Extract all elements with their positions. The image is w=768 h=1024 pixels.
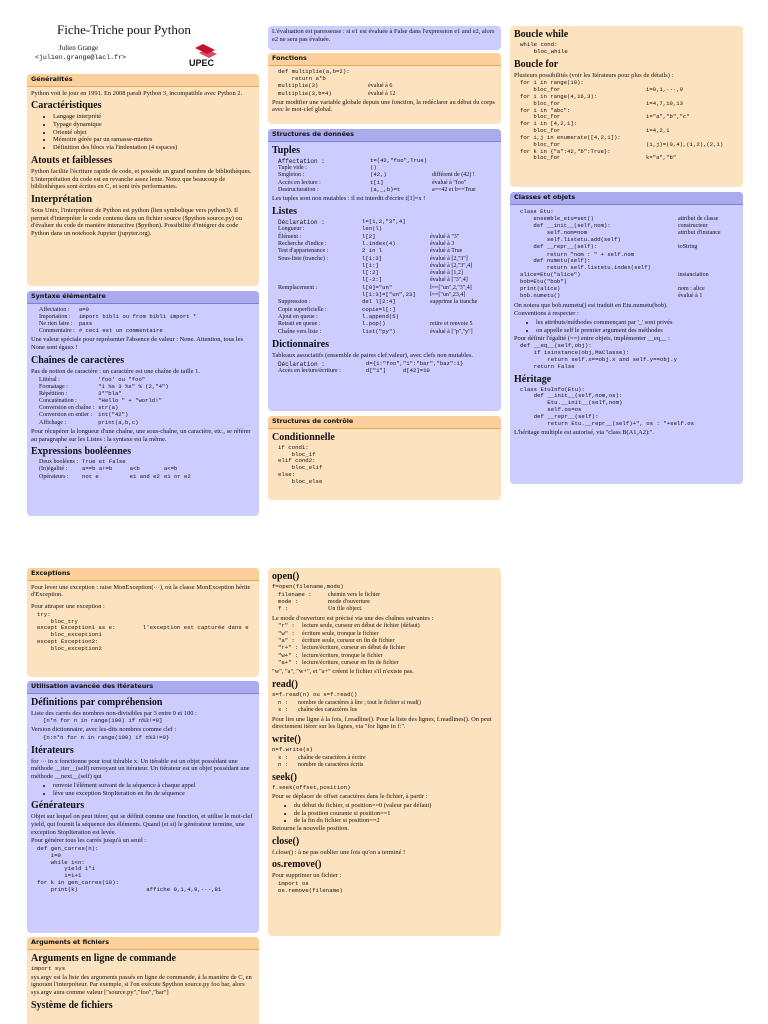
comprehension-text2: Version dictionnaire, avec les-dits nombres comme clef : (31, 726, 177, 734)
list-item: • du début du fichier, si position==0 (valeur par défaut) (294, 802, 497, 810)
chaines-intro: Pas de notion de caractère : un caractère est une chaîne de taille 1. (31, 367, 200, 375)
conditionnelle-code: if cond1: bloc_if elif cond2: bloc_elif else: bloc_else (278, 443, 323, 485)
chaines-heading: Chaînes de caractères (31, 354, 125, 366)
table-row: Ne rien faire : pass (39, 320, 93, 328)
comprehension-heading: Définitions par compréhension (31, 696, 163, 708)
mode-table: "r" : lecture seule, curseur en début de fichier (défaut) "w" : écriture seule, tronque le fichier "a" : écriture seule, curseur en fin de fichier "r+" : lecture/écriture, curseur en début de fichier "w+" : lecture/écriture, tronque le fichier "a+" : lecture/écriture, curseur en fin de fichier (278, 622, 420, 667)
classes-box (510, 192, 743, 484)
close-heading: close() (272, 835, 300, 847)
structures-box (268, 129, 501, 411)
syntaxe-title: Syntaxe élémentaire (27, 291, 259, 304)
table-row: Affichage : print(a,b,c) (39, 418, 139, 426)
table-row: Concaténation : "Hello " + "world!" (39, 397, 162, 405)
interpretation-text: Sous Unix, l'interpréteur de Python est python (lien symbolique vers python3). Il permet d'interpréter le code contenu dans un fichier source ($python source.py) ou d'évaluer du code de manière interactive ($python). Possibilité d'intégrer du code Python dans un notebook Jupyter (jupyter.org). (31, 206, 242, 237)
syntaxe-box (27, 291, 259, 516)
cmd-code: import sys (31, 964, 66, 972)
generateurs-text2: Pour générer tous les carrés jusqu'à un seuil : (31, 837, 147, 845)
interpretation-heading: Interprétation (31, 193, 93, 205)
fs-heading: Système de fichiers (31, 999, 113, 1011)
chaines-after: Pour récupérer la longueur d'une chaîne, une sous-chaîne, un caractère, etc., se référer au paragraphe sur les Listes : la syntaxe est la même. (31, 427, 251, 443)
booleens-table (39, 459, 195, 481)
eq-text: Pour définir l'égalité (==) entre objets, implémenter __eq__ : (514, 334, 670, 342)
seek-text: Pour se déplacer de offset caractères dans le fichier, à partir : (272, 793, 428, 801)
lazy-eval-text: L'évaluation est paresseuse : si e1 est évaluée à False dans l'expression e1 and e2, alors e2 ne sera pas évaluée. (272, 28, 495, 43)
generalites-intro: Python voit le jour en 1991. En 2008 paraît Python 3, incompatible avec Python 2. (31, 89, 243, 97)
read-code: s=f.read(n) ou s=f.read() (272, 691, 358, 699)
chaines-table (39, 377, 173, 427)
list-item: • Typage dynamique (53, 121, 255, 129)
list-item: • Mémoire gérée par un ramasse-miettes (53, 136, 255, 144)
table-row: multiplie(3) évalué à 6 (278, 82, 393, 90)
table-row: Importation : import bibli ou from bibli import * (39, 312, 197, 320)
for-table: for i in range(10): bloc_for i=0,1,···,9 for i in range(4,16,3): bloc_for i=4,7,10,13 for i in "abc": bloc_for i="a","b","c" for i in [4,2,1]: bloc_for i=4,2,1 for i,j in enumerate([4,2,1]): bloc_for (i,j)=(0,4),(1,2),(2,1) for k in {"a":42,"b":True}: bloc_for k="a","b" (520, 79, 724, 162)
dictionnaires-table: Déclaration : d={1:"foo","1":"bar","baz":1} Accès en lecture/écriture : d["1"] d[42]=10 (278, 359, 464, 374)
generalites-title: Généralités (27, 74, 259, 87)
list-item: • on appelle self le premier argument des méthodes (536, 327, 739, 335)
conventions-list (514, 319, 739, 334)
tuples-heading: Tuples (272, 144, 300, 156)
author-name: Julien Grange (59, 44, 99, 52)
dictionnaires-text: Tableaux associatifs (ensemble de paires clef:valeur), avec clefs non mutables. (272, 351, 473, 359)
lazy-eval-box (268, 26, 501, 50)
comprehension-code1: [n*n for n in range(100) if n%3!=0] (43, 717, 163, 725)
list-item: • lève une exception StopIteration en fin de séquence (53, 790, 255, 798)
boucles-box (510, 26, 743, 187)
controle-title: Structures de contrôle (268, 416, 501, 429)
page-title: Fiche-Triche pour Python (57, 22, 191, 37)
author-email: <julien.grange@lacl.fr> (35, 54, 127, 61)
generateurs-code: def gen_carres(n): i=0 while i<n: yield i*i i=i+1 for k in gen_carres(10): print(k) affiche 0,1,4,9,···,81 (37, 844, 222, 893)
remove-code: import os os.remove(filename) (278, 880, 343, 894)
list-item: • Orienté objet (53, 129, 255, 137)
classes-title: Classes et objets (510, 192, 743, 205)
conditionnelle-heading: Conditionnelle (272, 431, 335, 443)
upec-logo: UPEC (187, 44, 223, 70)
list-item: • de la position courante si position==1 (294, 810, 497, 818)
listes-table: Déclaration : l=[1,2,"3",4] Longueur : len(l) Élément : l[2] évalué à "3" Recherche d'indice : l.index(4) évalué à 3 Test d'appartenance : 2 in l évalué à True Sous-liste (tranche) : l[1:3] évalué à [2,"3"] l[1:] évalué à [2,"3",4] l[:2] évalué à [1,2] l[-2:] évalué à ["3",4] Remplacement : l[0]="un" l==["un",2,"3",4] l[1:3]=["un",23] l==["un",23,4] Suppression : del l[2:4] supprime la tranche Copie superficielle : copie=l[:] Ajout en queue : l.append(5) Retrait en queue : l.pop() retire et renvoie 5 Chaîne vers liste : list("py") évalué à ["p","y"] (278, 217, 478, 335)
comprehension-code2: {n:n*n for n in range(100) if n%3!=0} (43, 733, 170, 741)
fonctions-box (268, 53, 501, 124)
arguments-box (27, 937, 259, 1024)
conventions-heading: Conventions à respecter : (514, 310, 579, 318)
eq-code: def __eq__(self,obj): if isinstance(obj,MaClasse): return self.x==obj.x and self.y==obj.y return False (520, 342, 678, 370)
caracteristiques-list (31, 113, 255, 151)
while-heading: Boucle while (514, 29, 569, 40)
controle-box (268, 416, 501, 500)
iterateurs-text: for ··· in x fonctionne pour tout itérable x. Un itérable est un objet possédant une méthode __iter__(self) renvoyant un itérateur. Un itérateur est un objet possédant une méthode __next__(self) qui (31, 757, 250, 781)
list-item: • renvoie l'élément suivant de la séquence à chaque appel (53, 782, 255, 790)
close-text: f.close() : à ne pas oublier une fois qu'on a terminé ! (272, 848, 406, 856)
table-row: multiplie(3,b=4) évalué à 12 (278, 89, 396, 97)
syntaxe-table (39, 307, 200, 336)
listes-heading: Listes (272, 205, 297, 217)
booleens-heading: Expressions booléennes (31, 446, 132, 458)
list-item: • les attributs/méthodes commençant par '_' sont privés (536, 319, 739, 327)
cmd-text: sys.argv est la liste des arguments passés en ligne de commande, à la manière de C, en ignorant l'interpréteur. Par exemple, si l'on exécute $python source.py foo bar, alors sys.argv aura comme valeur ["source.py","foo","bar"] (31, 973, 252, 996)
generateurs-text: Objet sur lequel on peut itérer, qui se définit comme une fonction, et utilise le mot-clef yield, qui fournit la séquence des éléments. Quand (et si) le générateur termine, une exception StopIteration est levée. (31, 813, 253, 836)
open-heading: open() (272, 571, 300, 582)
table-row: Opérateurs : not e e1 and e2 e1 or e2 (39, 472, 191, 480)
table-row: Affectation : a=0 (39, 305, 89, 313)
generateurs-heading: Générateurs (31, 800, 85, 812)
exceptions-box (27, 568, 259, 677)
read-table: n : nombre de caractères à lire ; tout le fichier si read() s : chaîne des caractères lus (278, 698, 421, 714)
table-row: Formatage : "1 %s 3 %s" % (2,"4") (39, 382, 169, 390)
tuples-table: Affectation : t=(42,"foo",True) Tuple vide : () Singleton : (42,) différent de (42) ! Accès en lecture : t[1] évalué à "foo" Destructuration : (a,_,b)=t a==42 et b==True (278, 156, 476, 193)
heritage-note: L'héritage multiple est autorisé, via "class B(A1,A2):". (514, 428, 655, 436)
open-table: filename : chemin vers le fichier mode : mode d'ouverture f : Un file object. (278, 590, 381, 613)
fonctions-title: Fonctions (268, 53, 501, 66)
table-row: Conversion en chaîne : str(a) (39, 404, 119, 412)
remove-heading: os.remove() (272, 859, 322, 871)
seek-list (272, 802, 497, 825)
fonctions-table (278, 83, 399, 97)
none-text: Une valeur spéciale pour représenter l'absence de valeur : None. Attention, tous les None sont égaux ! (31, 336, 243, 352)
seek-heading: seek() (272, 772, 297, 784)
list-item: • de la fin du fichier si position==2 (294, 817, 497, 825)
table-row: Deux booléens : True et False (39, 458, 126, 466)
heritage-code: class EtuInfo(Etu): def __init__(self,nom,os): Etu.__init__(self,nom) self.os=os def __repr__(self): return Etu.__repr__(self)+", os : "+self.os (520, 385, 695, 427)
exceptions-code: try: bloc_try except Exception1 as e: l'exception est capturée dans e bloc_exception1 except Exception2: bloc_exception2 (37, 610, 249, 652)
classes-code-table: class Etu: ensemble_etu=set() attribut de classe def __init__(self,nom): constructeur self.nom=nom attribut d'instance self.listetu.add(self) def __repr__(self): toString return "nom : " + self.nom def numetu(self): return self.listetu.index(self) alice=Etu("alice") instanciation bob=Etu("bob") print(alice) nom : alice bob.numetu() évalué à 1 (520, 207, 721, 300)
structures-title: Structures de données (268, 129, 501, 142)
seek-code: f.seek(offset,position) (272, 784, 351, 792)
write-table: s : chaîne de caractères à écrire n : nombre de caractères écrits (278, 753, 366, 769)
seek-after: Retourne la nouvelle position. (272, 824, 350, 832)
remove-text: Pour supprimer un fichier : (272, 872, 342, 880)
table-row: Conversion en entier : int("42") (39, 411, 129, 419)
table-row: (In)égalité : a==b a!=b a<b a<=b (39, 465, 178, 473)
iterateurs-box (27, 681, 259, 933)
comprehension-text1: Liste des carrés des nombres non-divisibles par 3 entre 0 et 100 : (31, 709, 197, 717)
atouts-heading: Atouts et faiblesses (31, 154, 113, 166)
for-heading: Boucle for (514, 58, 559, 70)
list-item: • Définition des blocs via l'indentation (4 espaces) (53, 144, 255, 152)
classes-note: On notera que bob.numetu() est traduit en Etu.numetu(bob). (514, 301, 668, 309)
table-row: Commentaire : # ceci est un commentaire (39, 327, 163, 335)
exceptions-text1: Pour lever une exception : raise MonException(···), où la classe MonException hérite d'Exception. (31, 583, 251, 599)
iterateurs-list (31, 782, 255, 797)
mode-note: "w", "a", "w+", et "a+" créent le fichier s'il n'existe pas. (272, 668, 414, 676)
fichiers-box (268, 568, 501, 936)
mode-text: Le mode d'ouverture est précisé via une des chaînes suivantes : (272, 614, 434, 622)
heritage-heading: Héritage (514, 373, 552, 385)
open-code: f=open(filename,mode) (272, 583, 344, 590)
iterateurs-title: Utilisation avancée des itérateurs (27, 681, 259, 694)
table-row: Répétition : 3*"bla" (39, 389, 122, 397)
read-heading: read() (272, 679, 298, 691)
header (27, 22, 259, 72)
table-row: Littéral : 'foo' ou "foo" (39, 375, 146, 383)
exceptions-text2: Pour attraper une exception : (31, 603, 105, 611)
fonctions-code: def multiplie(a,b=2): return a*b (278, 67, 350, 82)
fonctions-text: Pour modifier une variable globale depuis une fonction, la redéclarer au début du corps avec le mot-clef global. (272, 98, 495, 114)
iterateurs-heading: Itérateurs (31, 744, 74, 756)
dictionnaires-heading: Dictionnaires (272, 338, 330, 350)
caracteristiques-heading: Caractéristiques (31, 100, 102, 112)
read-text: Pour lire une ligne à la fois, f.readline(). Pour la liste des lignes, f.readlines(). On peut directement itérer sur les lignes, via "for ligne in f:". (272, 715, 492, 731)
for-text: Plusieurs possibilités (voir les Itérateurs pour plus de détails) : (514, 71, 674, 79)
arguments-title: Arguments et fichiers (27, 937, 259, 950)
write-heading: write() (272, 733, 301, 745)
list-item: • Langage interprété (53, 113, 255, 121)
cmd-heading: Arguments en ligne de commande (31, 952, 176, 964)
atouts-text: Python facilite l'écriture rapide de code, et possède un grand nombre de bibliothèques. L'interprétation du code est en revanche assez lente. Notez que beaucoup de bibliothèques sont écrites en C, et sont très performantes. (31, 167, 252, 191)
exceptions-title: Exceptions (27, 568, 259, 581)
write-code: n=f.write(s) (272, 745, 313, 753)
generalites-box (27, 74, 259, 286)
tuples-note: Les tuples sont non mutables : il est interdit d'écrire t[1]=x ! (272, 195, 426, 203)
while-code: while cond: bloc_while (520, 41, 568, 55)
